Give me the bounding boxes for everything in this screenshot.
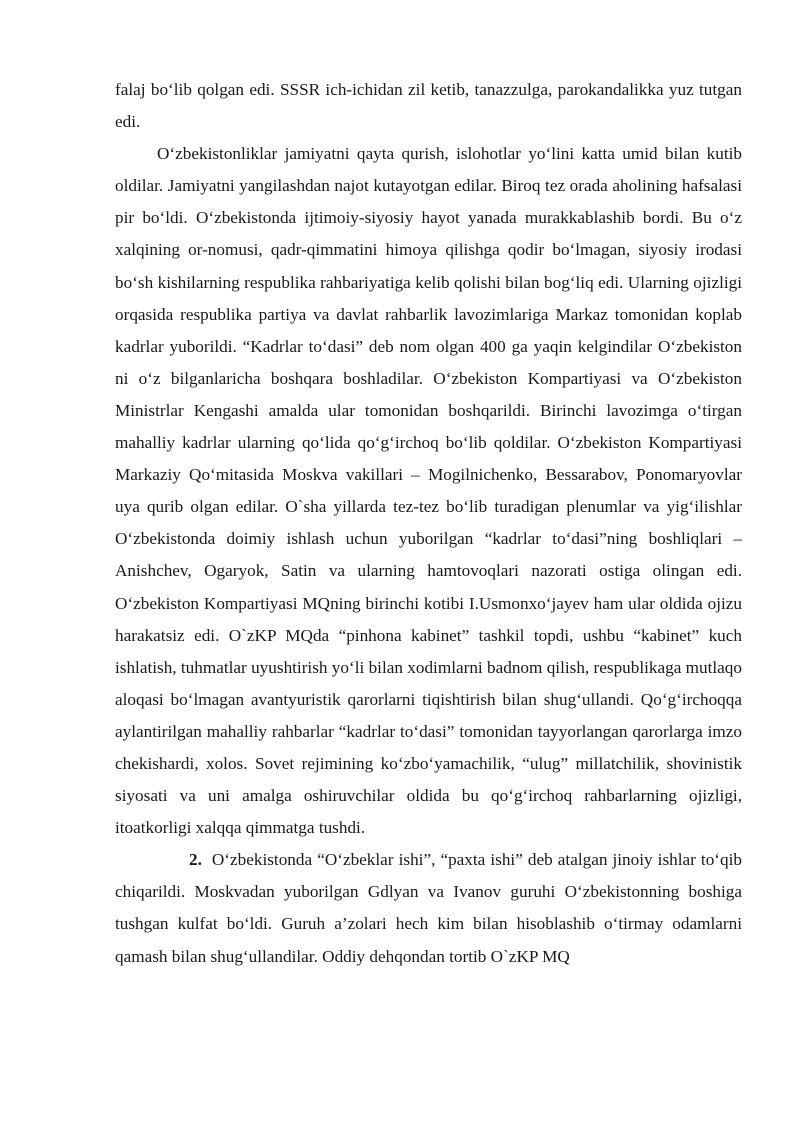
numbered-paragraph-text: O‘zbekistonda “O‘zbeklar ishi”, “paxta ishi” deb atalgan jinoiy ishlar to‘qib chiqarildi. Moskvadan yuborilgan Gdlyan va Ivanov guruhi O‘zbekistonning boshiga tushgan kulfat bo‘ldi. Guruh a’zolari hech kim bilan hisoblashib o‘tirmay odamlarni qamash bilan shug‘ullandilar. Oddiy dehqondan tortib O`zKP MQ <box>115 850 742 966</box>
paragraph-continuation: falaj bo‘lib qolgan edi. SSSR ich-ichidan zil ketib, tanazzulga, parokandalikka yuz tutgan edi. <box>115 80 742 132</box>
numbered-paragraph <box>115 844 742 972</box>
paragraph-number: 2. <box>189 850 202 870</box>
paragraph-reforms: O‘zbekistonliklar jamiyatni qayta qurish, islohotlar yo‘lini katta umid bilan kutib oldilar. Jamiyatni yangilashdan najot kutayotgan edilar. Biroq tez orada aholining hafsalasi pir bo‘ldi. O‘zbekistonda ijtimoiy-siyosiy hayot yanada murakkablashib bordi. Bu o‘z xalqining or-nomusi, qadr-qimmatini himoya qilishga qodir bo‘lmagan, siyosiy irodasi bo‘sh kishilarning respublika rahbariyatiga kelib qolishi bilan bog‘liq edi. Ularning ojizligi orqasida respublika partiya va davlat rahbarlik lavozimlariga Markaz tomonidan koplab kadrlar yuborildi. “Kadrlar to‘dasi” deb nom olgan 400 ga yaqin kelgindilar O‘zbekiston ni o‘z bilganlaricha boshqara boshladilar. O‘zbekiston Kompartiyasi va O‘zbekiston Ministrlar Kengashi amalda ular tomonidan boshqarildi. Birinchi lavozimga o‘tirgan mahalliy kadrlar ularning qo‘lida qo‘g‘irchoq bo‘lib qoldilar. O‘zbekiston Kompartiyasi Markaziy Qo‘mitasida Moskva vakillari – Mogilnichenko, Bessarabov, Ponomaryovlar uya qurib olgan edilar. O`sha yillarda tez-tez bo‘lib turadigan plenumlar va yig‘ilishlar O‘zbekistonda doimiy ishlash uchun yuborilgan “kadrlar to‘dasi”ning boshliqlari – Anishchev, Ogaryok, Satin va ularning hamtovoqlari nazorati ostiga olingan edi. O‘zbekiston Kompartiyasi MQning birinchi kotibi I.Usmonxo‘jayev ham ular oldida ojizu harakatsiz edi. O`zKP MQda “pinhona kabinet” tashkil topdi, ushbu “kabinet” kuch ishlatish, tuhmatlar uyushtirish yo‘li bilan xodimlarni badnom qilish, respublikaga mutlaqo aloqasi bo‘lmagan avantyuristik qarorlarni tiqishtirish bilan shug‘ullandi. Qo‘g‘irchoqqa aylantirilgan mahalliy rahbarlar “kadrlar to‘dasi” tomonidan tayyorlangan qarorlarga imzo chekishardi, xolos. Sovet rejimining ko‘zbo‘yamachilik, “ulug” millatchilik, shovinistik siyosati va uni amalga oshiruvchilar oldida bu qo‘g‘irchoq rahbarlarning ojizligi, itoatkorligi xalqqa qimmatga tushdi. <box>115 144 742 838</box>
